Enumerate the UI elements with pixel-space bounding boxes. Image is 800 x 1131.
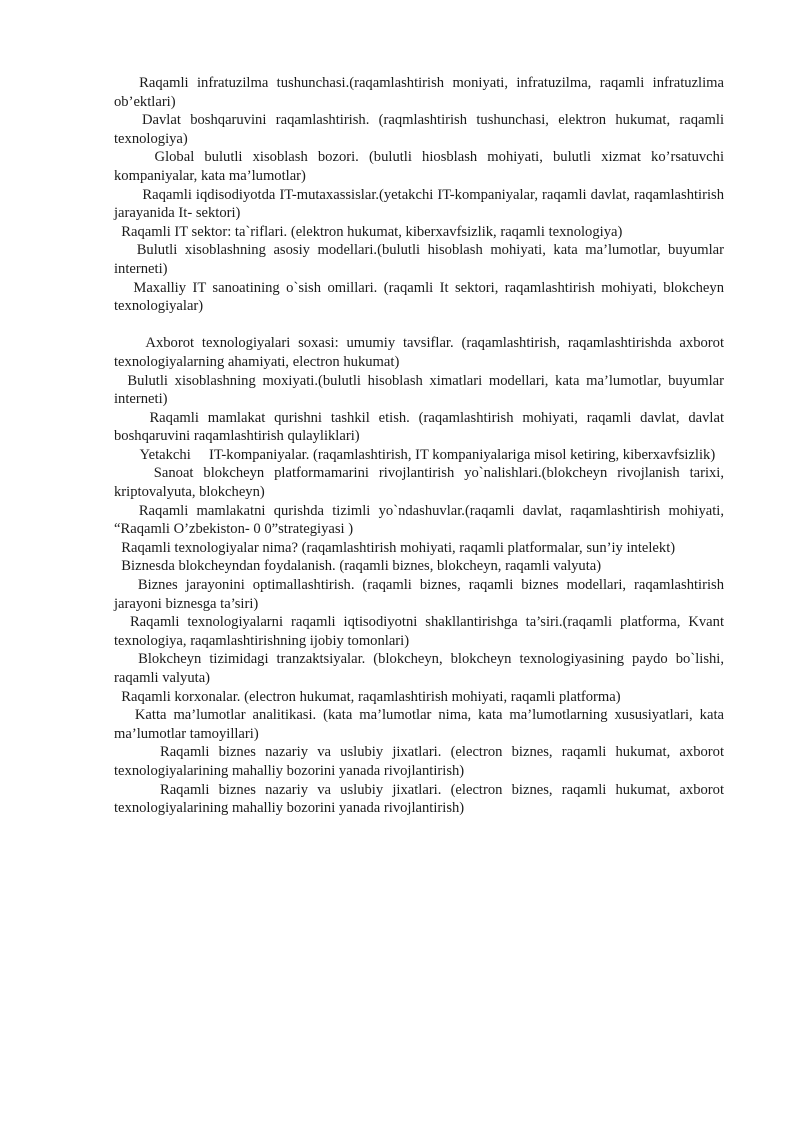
topic-paragraph: Raqamli biznes nazariy va uslubiy jixatlari. (electron biznes, raqamli hukumat, axborot texnologiyalarining mahalliy bozorini yanada rivojlantirish) bbox=[114, 781, 728, 817]
topic-paragraph: Katta ma’lumotlar analitikasi. (kata ma’lumotlar nima, kata ma’lumotlarning xususiyatlari, kata ma’lumotlar tamoyillari) bbox=[114, 707, 728, 742]
topic-paragraph: Raqamli biznes nazariy va uslubiy jixatlari. (electron biznes, raqamli hukumat, axborot texnologiyalarining mahalliy bozorini yanada rivojlantirish) bbox=[114, 744, 728, 779]
topic-paragraph: Biznes jarayonini optimallashtirish. (raqamli biznes, raqamli biznes modellari, raqamlashtirish jarayoni biznesga ta’siri) bbox=[114, 577, 728, 612]
topic-paragraph: Sanoat blokcheyn platformamarini rivojlantirish yo`nalishlari.(blokcheyn rivojlanish tarixi, kriptovalyuta, blokcheyn) bbox=[114, 465, 728, 501]
document-page bbox=[114, 74, 728, 818]
topic-paragraph: Davlat boshqaruvini raqamlashtirish. (raqmlashtirish tushunchasi, elektron hukumat, raqamli texnologiya) bbox=[114, 112, 728, 147]
topic-paragraph: Axborot texnologiyalari soxasi: umumiy tavsiflar. (raqamlashtirish, raqamlashtirishda axborot texnologiyalarning ahamiyati, electron hukumat) bbox=[114, 335, 728, 370]
topic-paragraph: Raqamli texnologiyalarni raqamli iqtisodiyotni shakllantirishga ta’siri.(raqamli platforma, Kvant texnologiya, raqamlashtirishning ijobiy tomonlari) bbox=[114, 614, 728, 649]
topic-paragraph: Raqamli mamlakatni qurishda tizimli yo`ndashuvlar.(raqamli davlat, raqamlashtirish mohiyati, “Raqamli O’zbekiston- 0 0”strategiyasi ) bbox=[114, 502, 728, 538]
topic-paragraph: Raqamli korxonalar. (electron hukumat, raqamlashtirish mohiyati, raqamli platforma) bbox=[114, 688, 621, 705]
topic-paragraph: Raqamli mamlakat qurishni tashkil etish. (raqamlashtirish mohiyati, raqamli davlat, davlat boshqaruvini raqamlashtirish qulayliklari) bbox=[114, 409, 728, 445]
topic-paragraph: Biznesda blokcheyndan foydalanish. (raqamli biznes, blokcheyn, raqamli valyuta) bbox=[114, 558, 602, 575]
topic-paragraph: Blokcheyn tizimidagi tranzaktsiyalar. (blokcheyn, blokcheyn texnologiyasining paydo bo`lishi, raqamli valyuta) bbox=[114, 651, 728, 686]
topic-paragraph: Raqamli iqdisodiyotda IT-mutaxassislar.(yetakchi IT-kompaniyalar, raqamli davlat, raqamlashtirish jarayanida It- sektori) bbox=[114, 186, 728, 222]
topic-paragraph: Global bulutli xisoblash bozori. (bulutli hiosblash mohiyati, bulutli xizmat ko’rsatuvchi kompaniyalar, kata ma’lumotlar) bbox=[114, 149, 728, 184]
topic-paragraph: Raqamli IT sektor: ta`riflari. (elektron hukumat, kiberxavfsizlik, raqamli texnologiya) bbox=[114, 223, 623, 240]
topic-paragraph: Raqamli infratuzilma tushunchasi.(raqamlashtirish moniyati, infratuzilma, raqamli infratuzlima ob’ektlari) bbox=[114, 75, 728, 110]
topic-paragraph: Maxalliy IT sanoatining o`sish omillari. (raqamli It sektori, raqamlashtirish mohiyati, blokcheyn texnologiyalar) bbox=[114, 279, 728, 315]
topics-group-1 bbox=[114, 74, 728, 316]
topic-paragraph: Bulutli xisoblashning moxiyati.(bulutli hisoblash ximatlari modellari, kata ma’lumotlar, buyumlar interneti) bbox=[114, 372, 728, 408]
topics-group-2 bbox=[114, 334, 728, 817]
topic-paragraph: Bulutli xisoblashning asosiy modellari.(bulutli hisoblash mohiyati, kata ma’lumotlar, buyumlar interneti) bbox=[114, 242, 728, 277]
topic-paragraph: Raqamli texnologiyalar nima? (raqamlashtirish mohiyati, raqamli platformalar, sun’iy intelekt) bbox=[114, 539, 676, 556]
paragraph-gap bbox=[114, 316, 724, 335]
topic-paragraph: Yetakchi IT-kompaniyalar. (raqamlashtirish, IT kompaniyalariga misol ketiring, kiberxavfsizlik) bbox=[114, 446, 716, 463]
